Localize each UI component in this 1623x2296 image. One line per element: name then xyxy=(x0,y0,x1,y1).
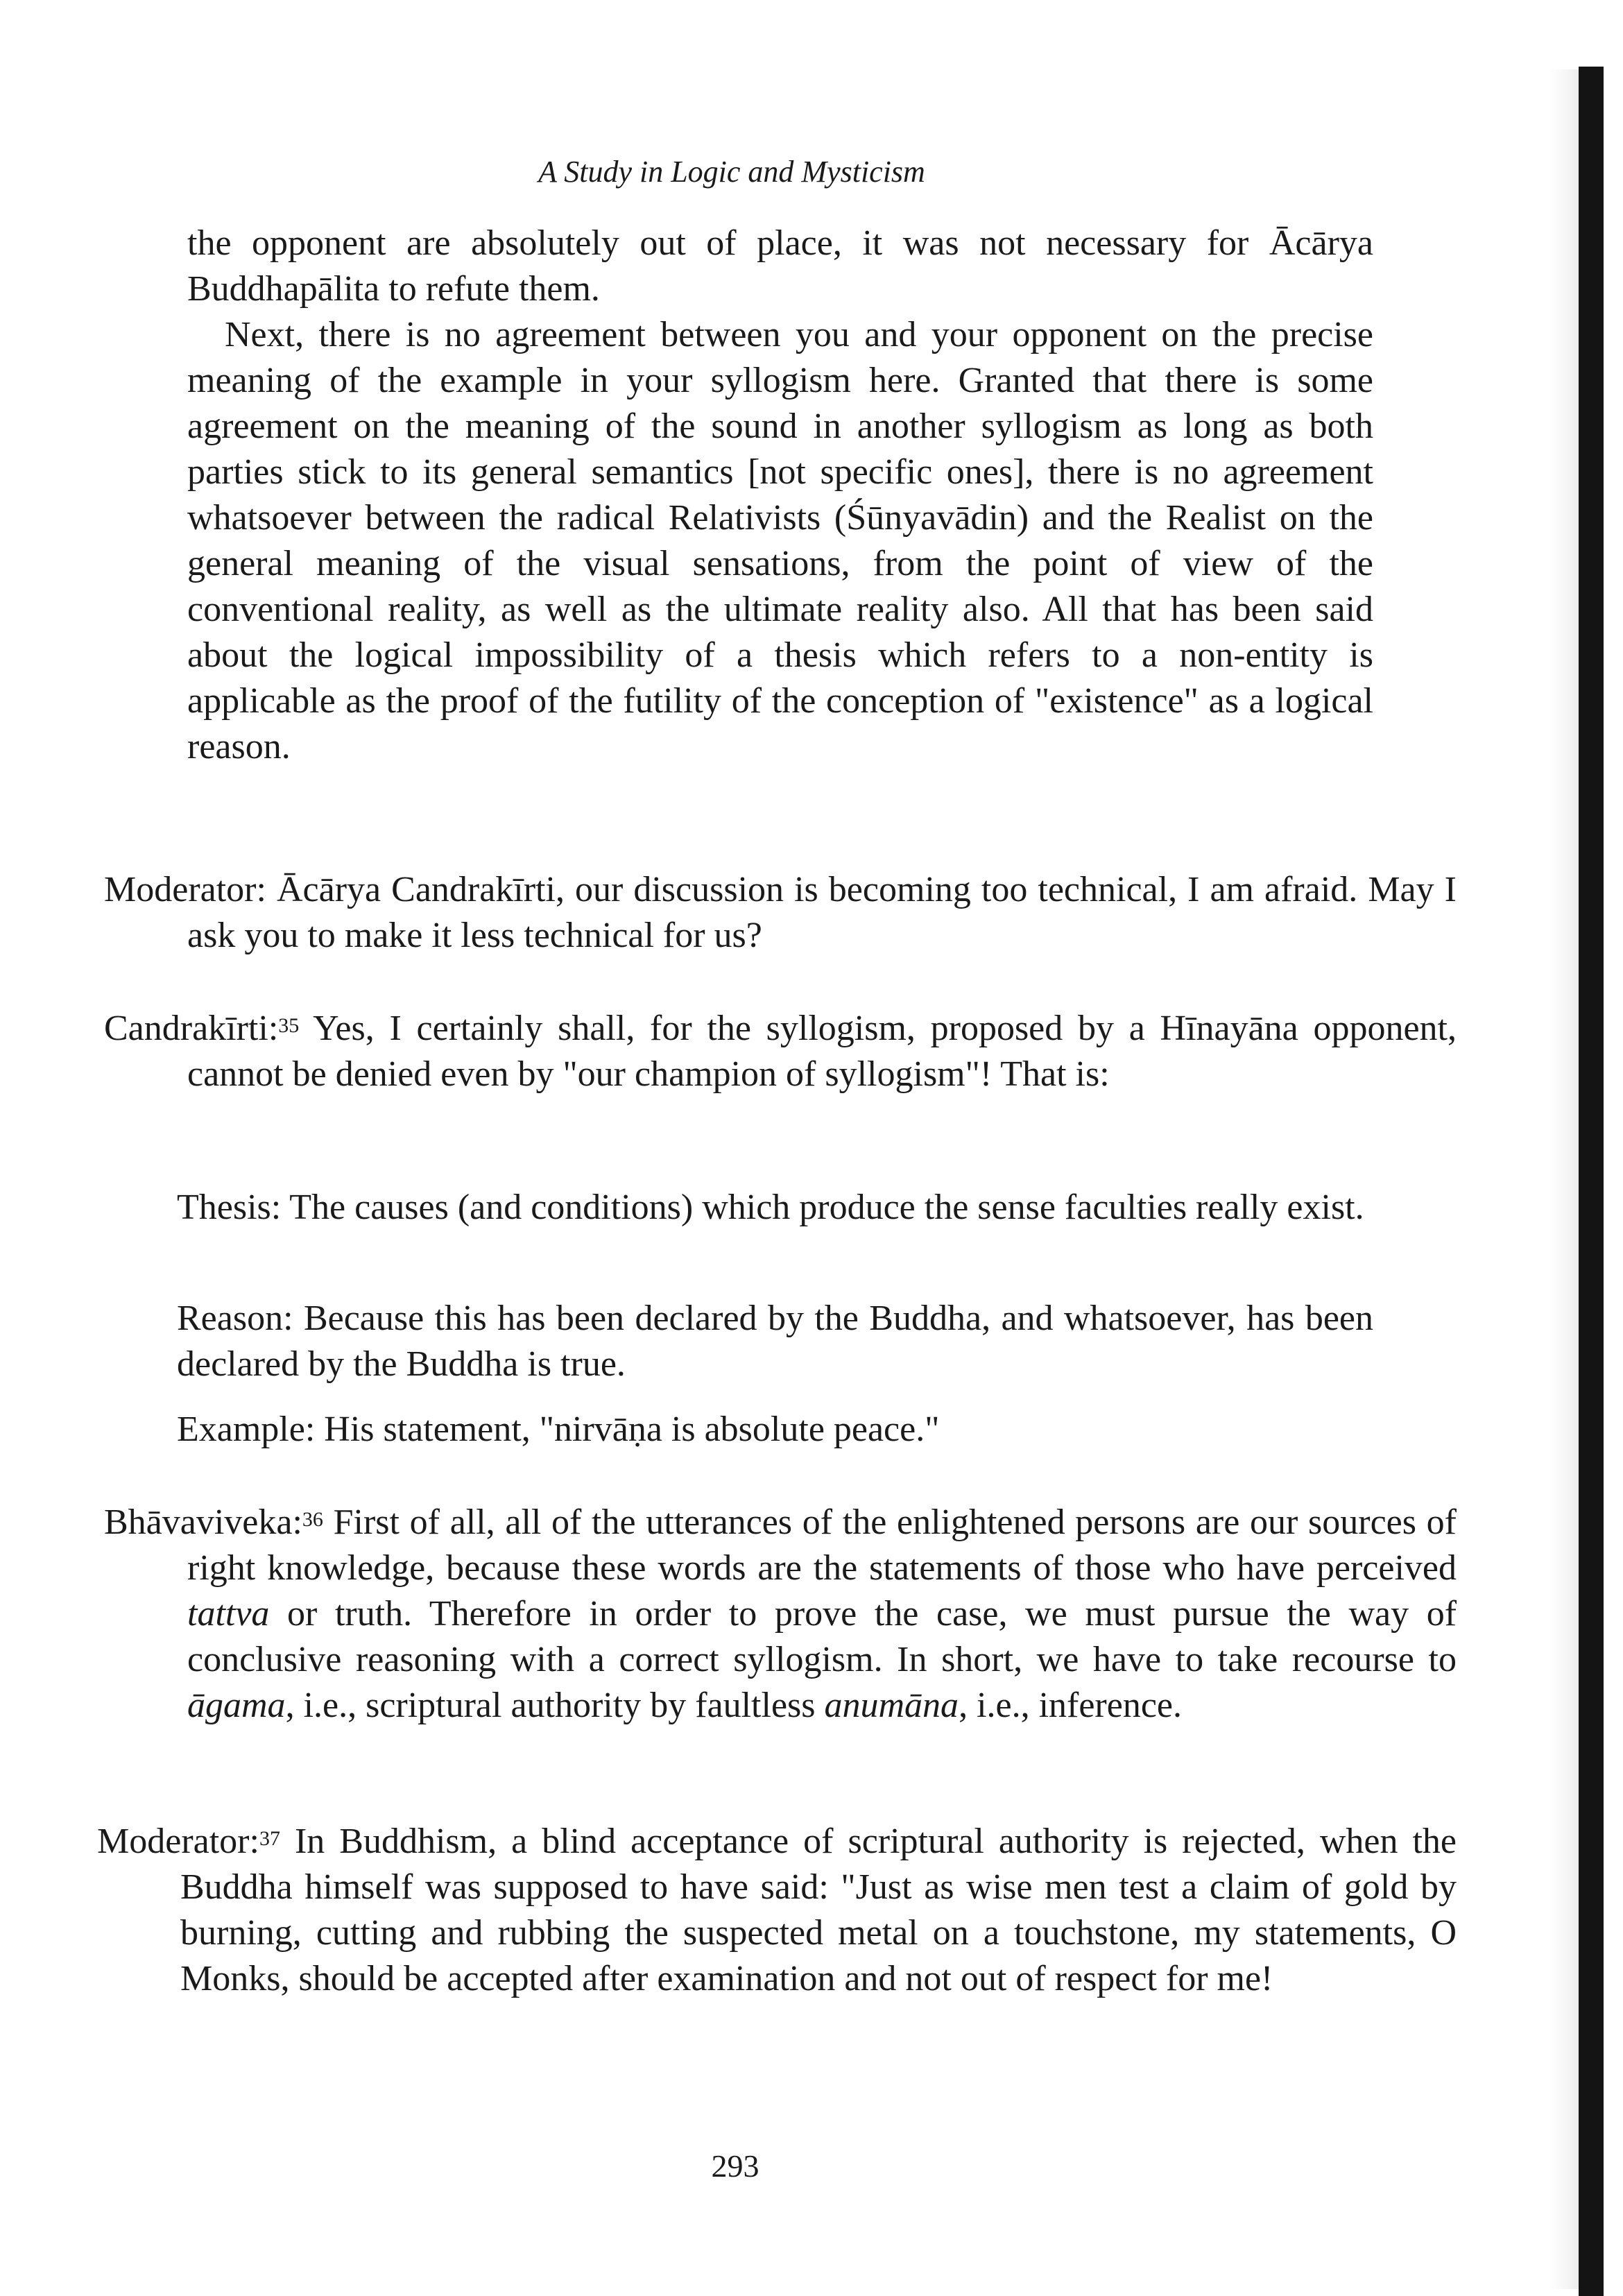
speaker-label: Candrakīrti: xyxy=(104,1009,279,1048)
running-header: A Study in Logic and Mysticism xyxy=(538,155,925,189)
speech-bhavaviveka xyxy=(104,1500,1457,1729)
speaker-label: Moderator: xyxy=(97,1822,259,1861)
speech-moderator xyxy=(104,867,1457,959)
speech-text: or truth. Therefore in order to prove the case, we must pursue the way of conclusive reasoning with a correct syllogism. In short, we have to take recourse to xyxy=(187,1594,1457,1679)
speaker-label: Moderator: xyxy=(104,870,266,909)
speech-text: First of all, all of the utterances of the enlightened persons are our sources of right knowledge, because these words are the statements of those who have perceived xyxy=(187,1502,1457,1588)
speech-text: In Buddhism, a blind acceptance of scriptural authority is rejected, when the Buddha himself was supposed to have said: "Just as wise men test a claim of gold by burning, cutting and rubbing the suspected metal on a touchstone, my statements, O Monks, should be accepted after examination and not out of respect for me! xyxy=(180,1822,1457,1998)
term-agama: āgama xyxy=(187,1686,286,1725)
thesis-text: Thesis: The causes (and conditions) which produce the sense faculties really exist. xyxy=(177,1188,1364,1227)
footnote-marker: 35 xyxy=(278,1014,300,1037)
example-text: Example: His statement, "nirvāṇa is absolute peace." xyxy=(177,1410,940,1449)
term-anumana: anumāna xyxy=(824,1686,959,1725)
paragraph xyxy=(187,312,1373,770)
speech-text: , i.e., inference. xyxy=(959,1686,1182,1725)
speech-moderator xyxy=(97,1819,1457,2002)
footnote-marker: 37 xyxy=(259,1827,280,1850)
footnote-marker: 36 xyxy=(302,1508,323,1531)
speaker-label: Bhāvaviveka: xyxy=(104,1502,302,1542)
speech-text: , i.e., scriptural authority by faultless xyxy=(285,1686,816,1725)
syllogism-reason xyxy=(177,1296,1373,1387)
paragraph-continuation xyxy=(187,221,1373,312)
reason-text: Reason: Because this has been declared by the Buddha, and whatsoever, has been declared by the Buddha is true. xyxy=(177,1299,1373,1384)
syllogism-example xyxy=(177,1407,1373,1453)
speech-text: Yes, I certainly shall, for the syllogism, proposed by a Hīnayāna opponent, cannot be denied even by "our champion of syllogism"! That is: xyxy=(187,1009,1457,1094)
speech-candrakirti xyxy=(104,1006,1457,1097)
speech-text: Ācārya Candrakīrti, our discussion is becoming too technical, I am afraid. May I ask you to make it less technical for us? xyxy=(187,870,1457,955)
paragraph-text: the opponent are absolutely out of place, it was not necessary for Ācārya Buddhapālita to refute them. xyxy=(187,223,1373,309)
paragraph-text: Next, there is no agreement between you and your opponent on the precise meaning of the example in your syllogism here. Granted that there is some agreement on the meaning of the sound in another syllogism as long as both parties stick to its general semantics [not specific ones], there is no agreement whatsoever between the radical Relativists (Śūnyavādin) and the Realist on the general meaning of the visual sensations, from the point of view of the conventional reality, as well as the ultimate reality also. All that has been said about the logical impossibility of a thesis which refers to a non-entity is applicable as the proof of the futility of the conception of "existence" as a logical reason. xyxy=(187,315,1373,766)
scan-edge-bar xyxy=(1579,67,1604,2296)
term-tattva: tattva xyxy=(187,1594,270,1634)
page-number: 293 xyxy=(711,2148,759,2184)
syllogism-thesis xyxy=(177,1185,1373,1231)
